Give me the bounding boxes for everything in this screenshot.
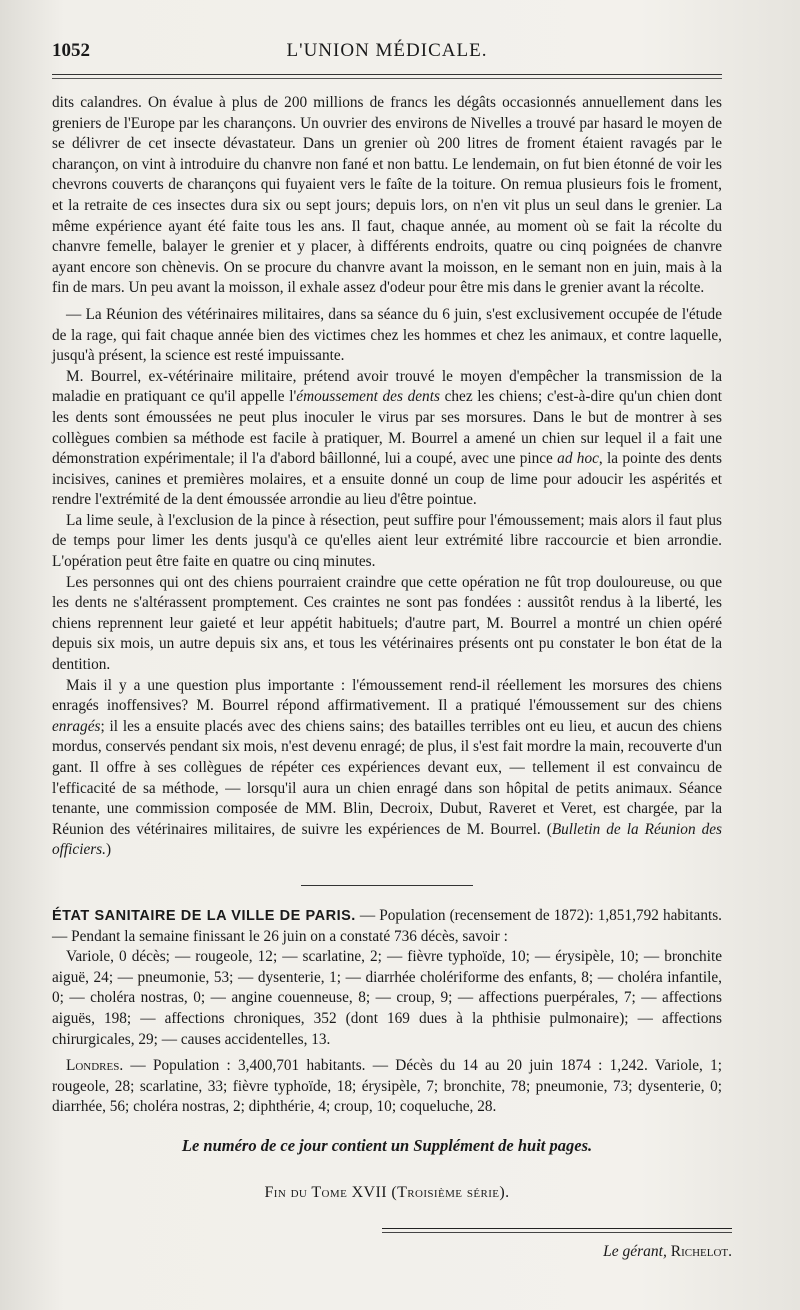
- emphasis-term: ad hoc: [557, 450, 599, 468]
- page-number: 1052: [52, 40, 90, 61]
- craintes-paragraph: Les personnes qui ont des chiens pourraient craindre que cette opération ne fût trop douloureuse, ou que les dents ne s'altérassent promptement. Ces craintes ne sont pas fondées : aussitôt rendus à la liberté, les chiens reprennent leur gaieté et leur appétit habituels; d'autre part, M. Bourrel a montré un chien opéré depuis six mois, un autre depuis six ans, et tous les vétérinaires présents ont pu constater le bon état de la dentition.: [52, 573, 722, 674]
- citation-source: Bulletin de la Réunion des officiers.: [52, 820, 722, 859]
- charancons-paragraph: dits calandres. On évalue à plus de 200 millions de francs les dégâts occasionnés annuellement dans les greniers de l'Europe par les charançons. Un ouvrier des environs de Nivelles a trouvé par hasard le moyen de se délivrer de cet insecte dévastateur. Dans un grenier où 200 litres de froment étaient ravagés par le charançon, on vint à introduire du chanvre non fané et non battu. Le lendemain, on fut bien étonné de voir les chevrons couverts de charançons qui fuyaient vers le faîte de la toiture. On remua plusieurs fois le froment, et la retraite de ces insectes dura six ou sept jours; depuis lors, on n'en vit plus un seul dans le grenier. La même expérience ayant été faite tous les ans. Il faut, chaque année, au moment où se fait la récolte du chanvre femelle, balayer le grenier et y placer, à différents endroits, quatre ou cinq poignées de chanvre ayant encore son chènevis. On se procure du chanvre avant la moisson, en le semant non en juin, mais à la fin de mars. Un peu avant la moisson, il exhale assez d'odeur pour être mis dans le grenier avant la récolte.: [52, 94, 722, 297]
- bourrel-method-paragraph: [52, 367, 722, 511]
- text-run: ; il les a ensuite placés avec des chiens sains; des batailles terribles ont eu lieu, et aucun des chiens mordus, conservés pendant six mois, n'est devenu enragé; de plus, il s'est fait mordre la main, recouverte d'un gant. Il offre à ses collègues de répéter ces expériences devant eux, — tellement il est convaincu de l'efficacité de sa méthode, — lorsqu'il aura un chien enragé dans son hôpital de petits animaux. Séance tenante, une commission composée de MM. Blin, Decroix, Dubut, Raveret et Veret, est chargée, par la Réunion des vétérinaires militaires, de suivre les expériences de M. Bourrel. (: [52, 717, 722, 838]
- footer-rule-thin: [382, 1232, 732, 1233]
- article-body: [52, 93, 722, 1118]
- emphasis-term: enragés: [52, 717, 101, 735]
- text-run: chez les chiens; c'est-à-dire qu'un chien dont les dents sont émoussées ne peut plus inoculer le virus par ses morsures. Dans le but de montrer à ses collègues combien sa méthode est facile à pratiquer, M. Bourrel a amené un chien sur lequel il a fait une démonstration expérimentale; il l'a d'abord bâillonné, lui a coupé, avec une pince: [52, 388, 722, 468]
- journal-title: L'UNION MÉDICALE.: [286, 40, 488, 61]
- header-rule: [52, 78, 722, 79]
- lime-paragraph: La lime seule, à l'exclusion de la pince à résection, peut suffire pour l'émoussement; mais alors il faut plus de temps pour limer les dents jusqu'à ce qu'elles aient leur extrémité libre raccourcie et bien arrondie. L'opération peut être faite en quatre ou cinq minutes.: [52, 511, 722, 571]
- gerant-signature: [52, 1243, 732, 1261]
- text-run: M. Bourrel, ex-vétérinaire militaire, prétend avoir trouvé le moyen d'empêcher la transmission de la maladie en pratiquant ce qu'il appelle l': [52, 367, 722, 406]
- sanitaire-intro: [52, 906, 722, 947]
- rage-intro-paragraph: — La Réunion des vétérinaires militaires, dans sa séance du 6 juin, s'est exclusivement occupée de l'étude de la rage, qui fait chaque année bien des victimes chez les hommes et chez les animaux, et contre laquelle, jusqu'à présent, la science est resté impuissante.: [52, 305, 722, 365]
- londres-statistics: [52, 1056, 722, 1118]
- section-divider: [301, 885, 473, 886]
- question-paragraph: [52, 676, 722, 861]
- text-run: — Population (recensement de 1872): 1,851,792 habitants. — Pendant la semaine finissant le 26 juin on a constaté 736 décès, savoir :: [52, 906, 722, 945]
- emphasis-term: émoussement des dents: [296, 388, 440, 406]
- gerant-label: Le gérant,: [603, 1242, 671, 1260]
- paris-statistics: Variole, 0 décès; — rougeole, 12; — scarlatine, 2; — fièvre typhoïde, 10; — érysipèle, 10; — bronchite aiguë, 24; — pneumonie, 53; — dysenterie, 1; — diarrhée cholériforme des enfants, 8; — choléra infantile, 0; — choléra nostras, 0; — angine couenneuse, 8; — croup, 9; — affections puerpérales, 7; — affections aiguës, 198; — affections chroniques, 352 (dont 169 dues à la phthisie pulmonaire); — affections chirurgicales, 29; — causes accidentelles, 13.: [52, 948, 722, 1048]
- sanitaire-title: ÉTAT SANITAIRE DE LA VILLE DE PARIS.: [52, 907, 356, 924]
- text-run: , la pointe des dents incisives, canines et premières molaires, et a ensuite donné un coup de lime pour adoucir les aspérités et rendre l'extrémité de la dent émoussée arrondie au lieu d'être pointue.: [52, 450, 722, 509]
- londres-label: Londres.: [66, 1057, 124, 1075]
- end-of-volume: Fin du Tome XVII (Troisième série).: [264, 1183, 510, 1201]
- supplement-notice: Le numéro de ce jour contient un Supplément de huit pages.: [181, 1135, 593, 1155]
- gerant-name: Richelot.: [670, 1242, 732, 1260]
- footer-rule: [382, 1228, 732, 1229]
- text-run: — Population : 3,400,701 habitants. — Décès du 14 au 20 juin 1874 : 1,242. Variole, 1; rougeole, 28; scarlatine, 33; fièvre typhoïde, 18; érysipèle, 7; bronchite, 78; pneumonie, 73; dysenterie, 0; diarrhée, 56; choléra nostras, 2; diphthérie, 4; croup, 10; coqueluche, 28.: [52, 1057, 722, 1116]
- running-head: [52, 40, 722, 75]
- text-run: Mais il y a une question plus importante : l'émoussement rend-il réellement les morsures des chiens enragés inoffensives? M. Bourrel répond affirmativement. Il a pratiqué l'émoussement sur des chiens: [52, 676, 722, 715]
- text-run: ): [105, 841, 112, 859]
